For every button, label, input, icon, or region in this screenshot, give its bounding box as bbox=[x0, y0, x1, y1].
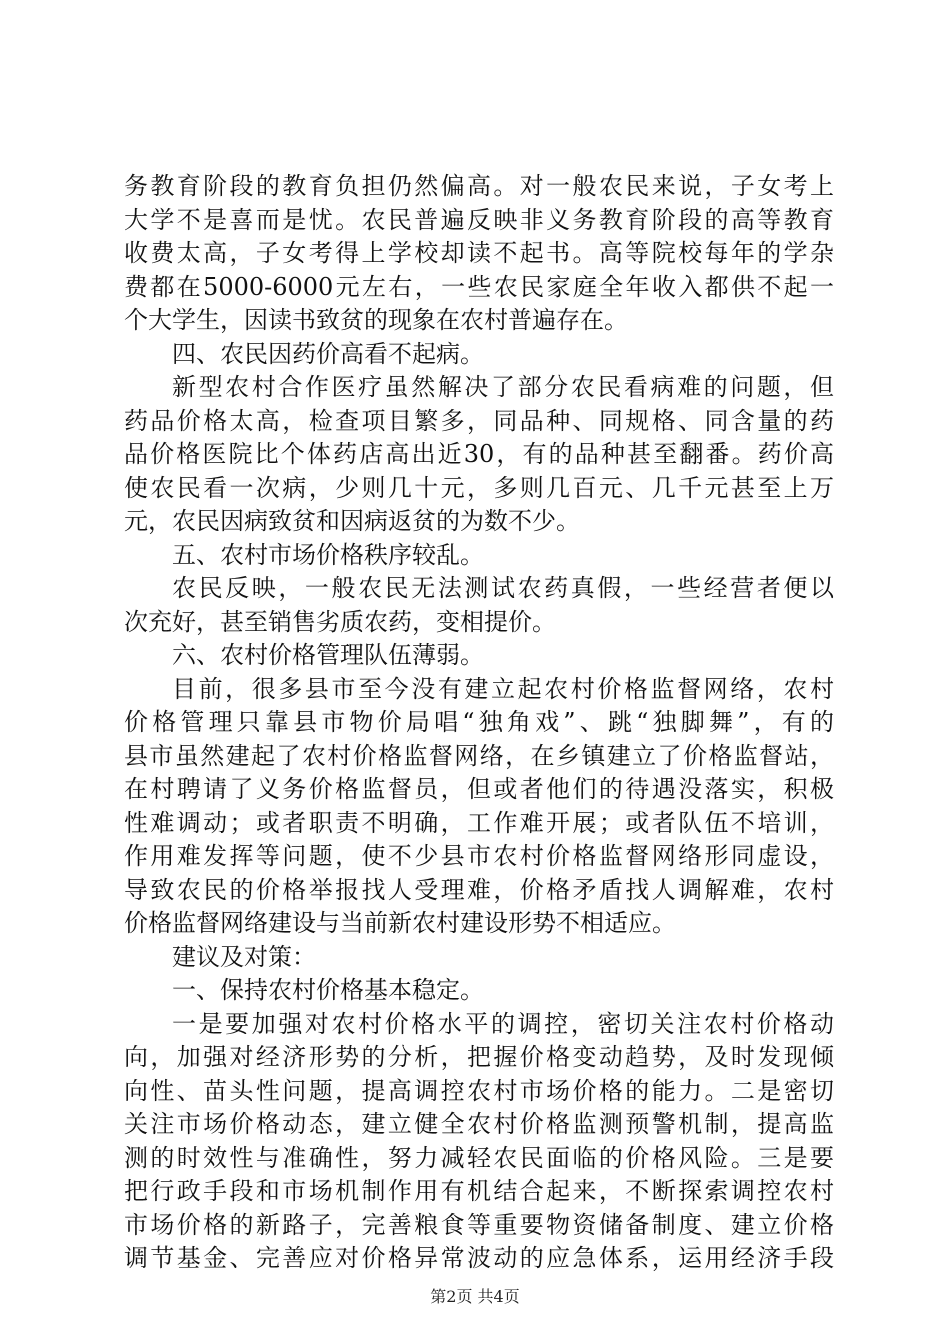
text-line: 价格管理只靠县市物价局唱“独角戏”、跳“独脚舞”，有的 bbox=[124, 708, 834, 736]
text-line: 次充好，甚至销售劣质农药，变相提价。 bbox=[124, 607, 556, 636]
text-line: 性难调动；或者职责不明确，工作难开展；或者队伍不培训， bbox=[124, 808, 834, 837]
text-line: 使农民看一次病，少则几十元，多则几百元、几千元甚至上万 bbox=[124, 473, 834, 502]
text-line: 务教育阶段的教育负担仍然偏高。对一般农民来说，子女考上 bbox=[124, 172, 834, 200]
section-heading: 四、农民因药价高看不起病。 bbox=[172, 339, 484, 368]
document-body bbox=[124, 170, 834, 1276]
text-line: 市场价格的新路子，完善粮食等重要物资储备制度、建立价格 bbox=[124, 1210, 834, 1239]
text-line: 测的时效性与准确性，努力减轻农民面临的价格风险。三是要 bbox=[124, 1143, 834, 1172]
text-line: 作用难发挥等问题，使不少县市农村价格监督网络形同虚设， bbox=[124, 842, 834, 870]
text-line: 药品价格太高，检查项目繁多，同品种、同规格、同含量的药 bbox=[124, 406, 834, 435]
text-line: 一是要加强对农村价格水平的调控，密切关注农村价格动 bbox=[172, 1009, 834, 1038]
text-line: 元，农民因病致贫和因病返贫的为数不少。 bbox=[124, 507, 580, 535]
text-line: 向性、苗头性问题，提高调控农村市场价格的能力。二是密切 bbox=[124, 1076, 834, 1105]
text-line: 收费太高，子女考得上学校却读不起书。高等院校每年的学杂 bbox=[124, 239, 834, 267]
text-line: 导致农民的价格举报找人受理难，价格矛盾找人调解难，农村 bbox=[124, 875, 834, 904]
text-line: 个大学生，因读书致贫的现象在农村普遍存在。 bbox=[124, 306, 628, 334]
text-line: 县市虽然建起了农村价格监督网络，在乡镇建立了价格监督站， bbox=[124, 741, 834, 770]
page-number-footer: 第2页 共4页 bbox=[430, 1287, 520, 1306]
text-line: 品价格医院比个体药店高出近30，有的品种甚至翻番。药价高 bbox=[124, 440, 834, 468]
text-line: 调节基金、完善应对价格异常波动的应急体系，运用经济手段 bbox=[124, 1244, 834, 1272]
text-line: 目前，很多县市至今没有建立起农村价格监督网络，农村 bbox=[172, 674, 834, 703]
section-heading: 一、保持农村价格基本稳定。 bbox=[172, 976, 484, 1004]
section-heading: 五、农村市场价格秩序较乱。 bbox=[172, 540, 484, 569]
section-heading: 建议及对策： bbox=[172, 942, 316, 971]
text-line: 农民反映，一般农民无法测试农药真假，一些经营者便以 bbox=[172, 574, 834, 602]
text-line: 关注市场价格动态，建立健全农村价格监测预警机制，提高监 bbox=[124, 1110, 834, 1138]
text-line: 费都在5000-6000元左右，一些农民家庭全年收入都供不起一 bbox=[124, 272, 834, 301]
text-line: 把行政手段和市场机制作用有机结合起来，不断探索调控农村 bbox=[124, 1177, 834, 1205]
text-line: 新型农村合作医疗虽然解决了部分农民看病难的问题，但 bbox=[172, 373, 834, 401]
text-line: 价格监督网络建设与当前新农村建设形势不相适应。 bbox=[124, 909, 676, 937]
text-line: 向，加强对经济形势的分析，把握价格变动趋势，及时发现倾 bbox=[124, 1043, 834, 1071]
section-heading: 六、农村价格管理队伍薄弱。 bbox=[172, 641, 484, 669]
text-line: 在村聘请了义务价格监督员，但或者他们的待遇没落实，积极 bbox=[124, 775, 834, 803]
text-line: 大学不是喜而是忧。农民普遍反映非义务教育阶段的高等教育 bbox=[124, 205, 834, 234]
